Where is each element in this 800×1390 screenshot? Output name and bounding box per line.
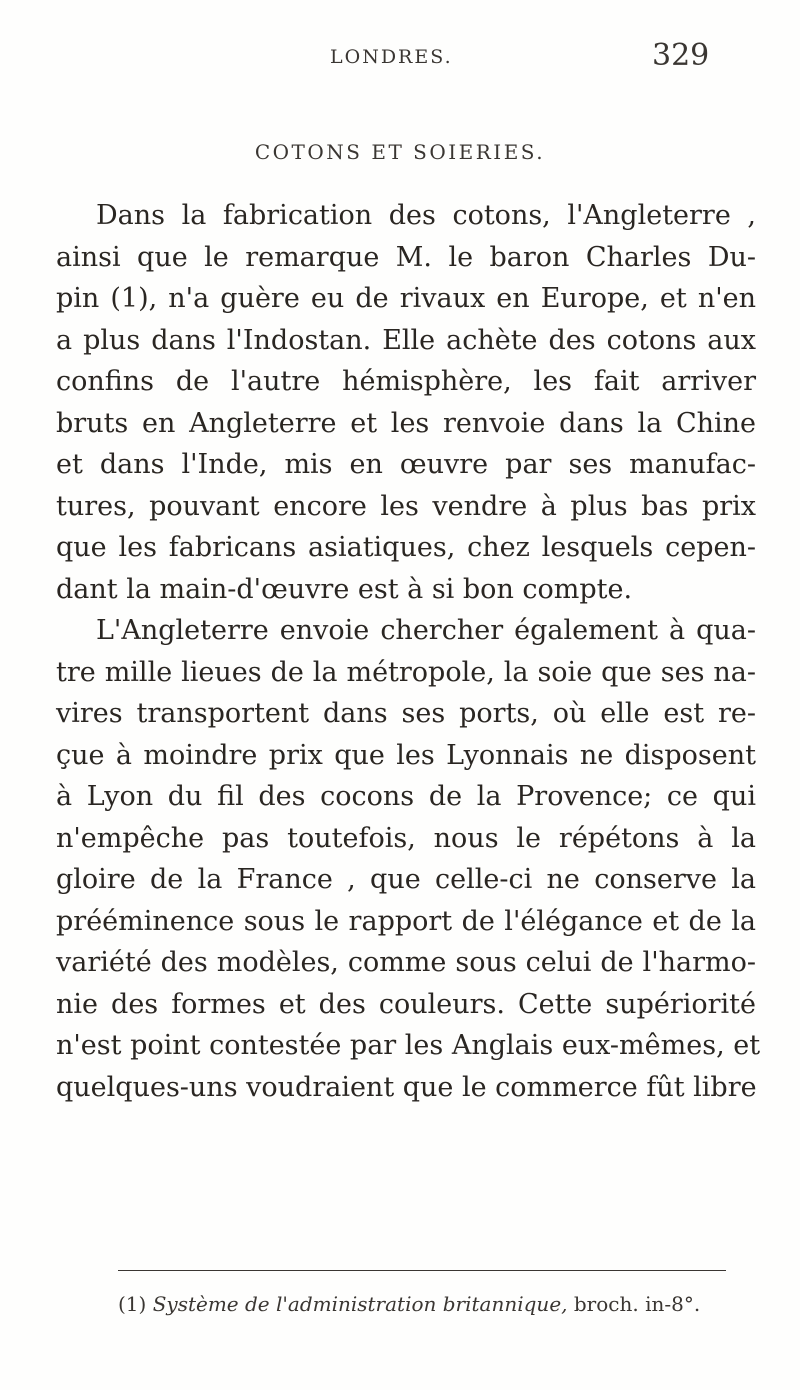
text-line: çue à moindre prix que les Lyonnais ne disposent [56,739,756,771]
text-line: confins de l'autre hémisphère, les fait arriver [56,366,756,397]
text-line: n'est point contestée par les Anglais eux-mêmes, et [56,1030,761,1061]
footnote [118,1292,700,1316]
text-line: L'Angleterre envoie chercher également à qua- [96,615,756,646]
footnote-title: Système de l'administration britannique, [152,1292,568,1316]
text-line: gloire de la France , que celle-ci ne conserve la [56,864,756,895]
text-line: prééminence sous le rapport de l'élégance et de la [56,905,756,937]
footnote-divider [118,1270,726,1271]
text-line: et dans l'Inde, mis en œuvre par ses manufac- [56,449,756,480]
text-line: n'empêche pas toutefois, nous le répétons à la [56,822,756,854]
page-number: 329 [652,38,710,73]
footnote-details: broch. in-8°. [573,1292,701,1316]
text-line: quelques-uns voudraient que le commerce fût libre [56,1071,757,1103]
text-line: ainsi que le remarque M. le baron Charles Du- [56,241,756,273]
text-line: pin (1), n'a guère eu de rivaux en Europe, et n'en [56,283,756,314]
text-line: que les fabricans asiatiques, chez lesquels cepen- [56,532,756,563]
text-line: Dans la fabrication des cotons, l'Angleterre , [96,200,756,231]
text-line: variété des modèles, comme sous celui de l'harmo- [56,947,756,978]
text-line: à Lyon du fil des cocons de la Provence; ce qui [56,781,756,812]
body-text [56,195,761,1108]
running-head: LONDRES. [330,46,453,68]
text-line: tre mille lieues de la métropole, la soie que ses na- [56,656,756,688]
footnote-marker: (1) [118,1292,147,1316]
text-line: vires transportent dans ses ports, où elle est re- [56,698,756,729]
text-line: a plus dans l'Indostan. Elle achète des cotons aux [56,324,756,356]
text-line: tures, pouvant encore les vendre à plus bas prix [56,490,756,522]
text-line: dant la main-d'œuvre est à si bon compte. [56,573,633,605]
section-title: COTONS ET SOIERIES. [254,140,546,164]
text-line: nie des formes et des couleurs. Cette supériorité [56,988,756,1020]
text-line: bruts en Angleterre et les renvoie dans la Chine [56,407,756,439]
